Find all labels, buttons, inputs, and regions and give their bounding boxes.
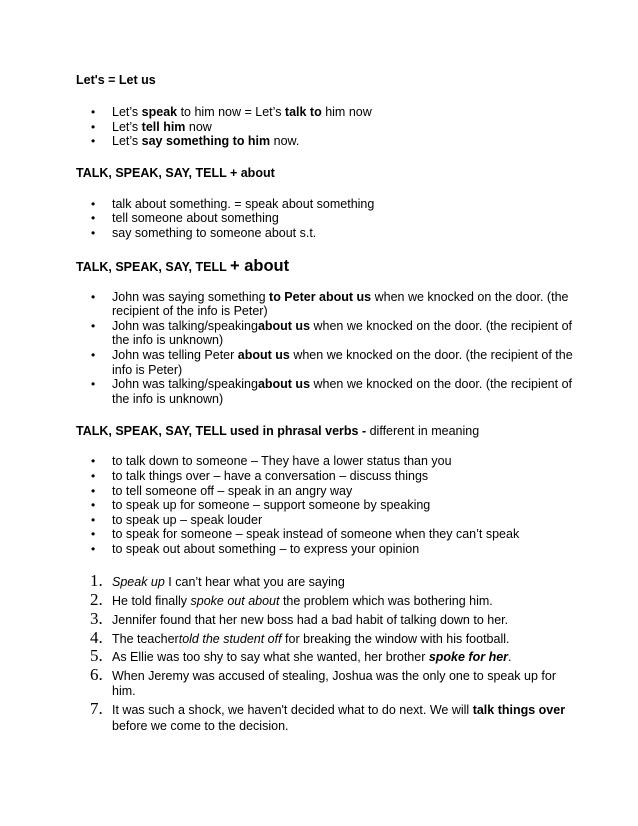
list-item: • to speak for someone – speak instead of someone when they can’t speak — [91, 527, 520, 542]
about-list — [76, 197, 576, 241]
list-item: • say something to someone about s.t. — [91, 225, 317, 240]
bullet-icon: • — [91, 119, 96, 134]
bullet-icon: • — [91, 289, 96, 304]
list-item: • John was saying something to Peter about us when we knocked on the door. (the recipient of the info is Peter) — [91, 289, 569, 319]
bullet-icon: • — [91, 527, 96, 542]
list-item: 3. Jennifer found that her new boss had a bad habit of talking down to her. — [90, 608, 509, 628]
bullet-icon: • — [91, 377, 96, 392]
bullet-icon: • — [91, 347, 96, 362]
list-item: • Let’s say something to him now. — [91, 134, 300, 149]
list-item: 1. Speak up I can’t hear what you are saying — [90, 571, 345, 591]
about-examples-list — [76, 290, 576, 407]
list-item: 5. As Ellie was too shy to say what she wanted, her brother spoke for her. — [90, 646, 512, 666]
worksheet-page — [76, 72, 576, 737]
lets-list — [76, 105, 576, 149]
list-item: 6. When Jeremy was accused of stealing, Joshua was the only one to speak up for him. — [90, 664, 556, 699]
list-item: • talk about something. = speak about something — [91, 196, 375, 211]
examples-list — [76, 571, 576, 734]
bullet-icon: • — [91, 225, 96, 240]
list-item: • to talk things over – have a conversation – discuss things — [91, 468, 429, 483]
section-heading-phrasal-verbs: TALK, SPEAK, SAY, TELL used in phrasal verbs - different in meaning — [76, 424, 480, 439]
bullet-icon: • — [91, 468, 96, 483]
section-heading-lets: Let's = Let us — [76, 73, 156, 87]
bullet-icon: • — [91, 454, 96, 469]
bullet-icon: • — [91, 318, 96, 333]
section-heading-about: TALK, SPEAK, SAY, TELL + about — [76, 165, 275, 180]
list-item: • to talk down to someone – They have a lower status than you — [91, 454, 452, 469]
bullet-icon: • — [91, 105, 96, 119]
list-item: • Let’s speak to him now = Let’s talk to him now — [91, 105, 372, 119]
list-item: • John was talking/speakingabout us when we knocked on the door. (the recipient of the info is unknown) — [91, 318, 573, 348]
list-item: 4. The teachertold the student off for breaking the window with his football. — [90, 627, 510, 647]
list-item: 2. He told finally spoke out about the problem which was bothering him. — [90, 590, 493, 610]
bullet-icon: • — [91, 541, 96, 556]
phrasal-verbs-list — [76, 454, 576, 556]
bullet-icon: • — [91, 134, 96, 149]
bullet-icon: • — [91, 211, 96, 226]
list-item: • Let’s tell him now — [91, 119, 212, 134]
list-item: • tell someone about something — [91, 211, 279, 226]
bullet-icon: • — [91, 196, 96, 211]
list-item: • John was talking/speakingabout us when we knocked on the door. (the recipient of the info is unknown) — [91, 377, 573, 406]
section-heading-about-examples: TALK, SPEAK, SAY, TELL + about — [76, 256, 290, 275]
bullet-icon: • — [91, 483, 96, 498]
list-item: • to speak up – speak louder — [91, 512, 263, 527]
list-item: • to speak out about something – to express your opinion — [91, 541, 420, 556]
bullet-icon: • — [91, 512, 96, 527]
list-item: 7. It was such a shock, we haven't decided what to do next. We will talk things over before we come to the decision. — [90, 699, 566, 733]
list-item: • to tell someone off – speak in an angry way — [91, 483, 353, 498]
list-item: • to speak up for someone – support someone by speaking — [91, 498, 431, 513]
list-item: • John was telling Peter about us when we knocked on the door. (the recipient of the info is Peter) — [91, 347, 573, 377]
bullet-icon: • — [91, 498, 96, 513]
